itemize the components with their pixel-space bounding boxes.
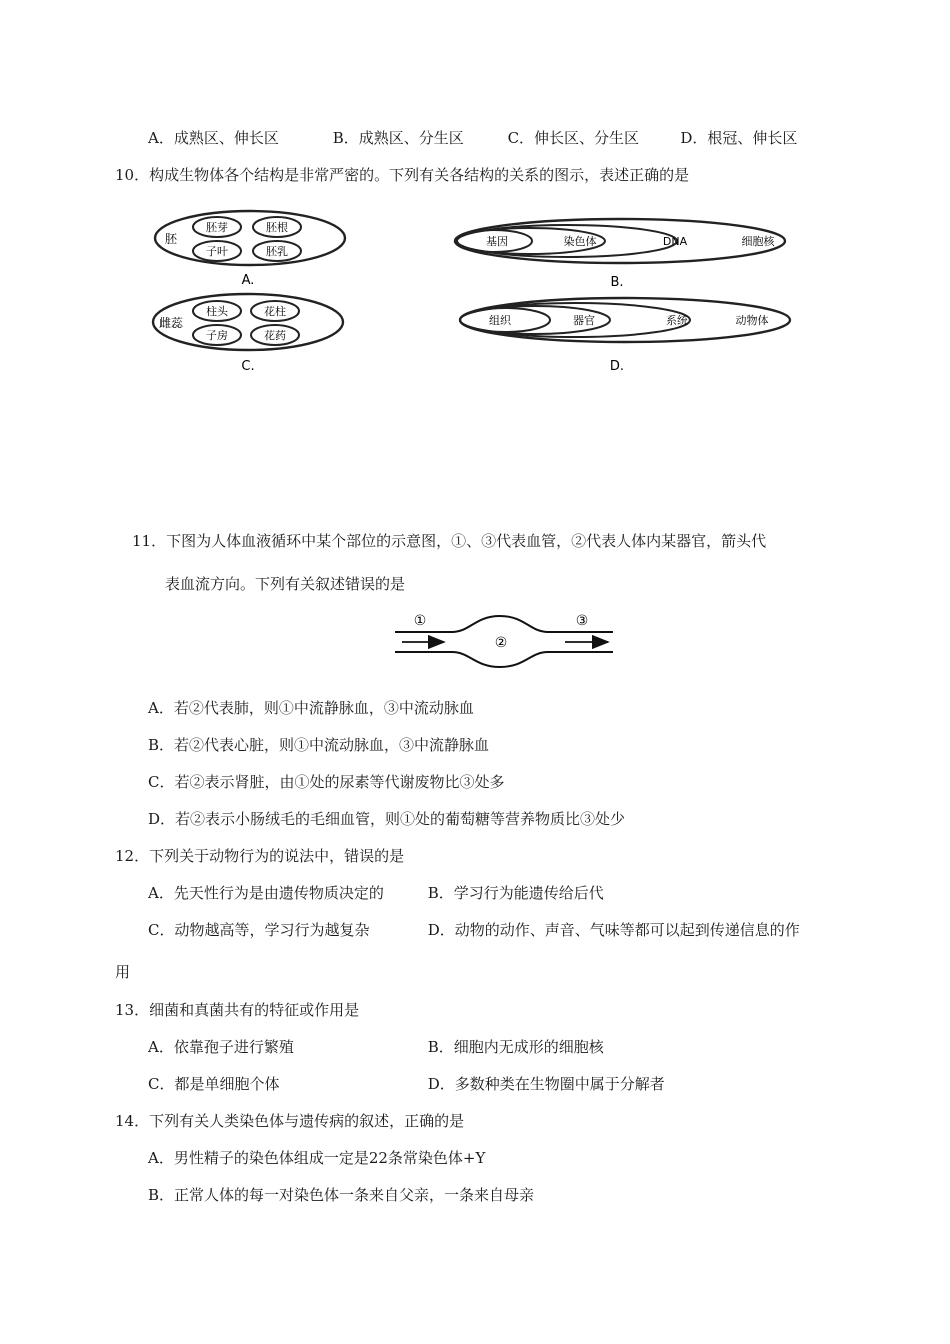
- diagram-b-label: B.: [610, 275, 624, 290]
- q13-option-a: A．依靠孢子进行繁殖: [148, 1038, 294, 1056]
- q13-options-row1: [148, 1037, 604, 1057]
- q11-label-1: ①: [413, 613, 427, 629]
- q12-stem: 12．下列关于动物行为的说法中，错误的是: [115, 847, 405, 865]
- diagram-a-item-3: 子叶: [206, 245, 228, 258]
- diagram-a: [155, 211, 345, 288]
- q10-stem: 10．构成生物体各个结构是非常严密的。下列有关各结构的关系的图示，表述正确的是: [115, 166, 690, 184]
- q12-option-c: C．动物越高等，学习行为越复杂: [148, 921, 370, 939]
- diagram-b-item-2: 染色体: [563, 235, 597, 248]
- diagram-b-item-3: DNA: [662, 235, 688, 248]
- q9-option-c: C．伸长区、分生区: [507, 129, 640, 147]
- diagram-c-item-2: 花柱: [264, 305, 286, 318]
- diagram-d-item-3: 系统: [666, 314, 688, 327]
- diagram-c-outer: 雌蕊: [159, 316, 184, 330]
- diagram-c-label: C.: [241, 359, 255, 374]
- q9-options: [148, 128, 797, 148]
- q13-option-d: D．多数种类在生物圈中属于分解者: [427, 1075, 665, 1093]
- diagram-c-item-4: 花药: [264, 329, 286, 342]
- diagram-d-label: D.: [609, 359, 625, 374]
- q12-options-row1: [148, 883, 604, 903]
- diagram-c-item-3: 子房: [206, 329, 228, 342]
- q9-option-a: A．成熟区、伸长区: [148, 129, 279, 147]
- q13-option-c: C．都是单细胞个体: [148, 1075, 280, 1093]
- q12-option-b: B．学习行为能遗传给后代: [427, 884, 604, 902]
- q12-option-d-wrap: 用: [115, 963, 131, 981]
- q11-option-b: B．若②代表心脏，则①中流动脉血，③中流静脉血: [148, 736, 490, 754]
- diagram-d: [460, 298, 790, 374]
- q11-label-3: ③: [575, 613, 589, 629]
- q10-diagrams: [0, 200, 950, 400]
- diagram-d-item-4: 动物体: [735, 314, 769, 327]
- diagram-b-item-1: 基因: [486, 235, 508, 248]
- q11-diagram: [390, 610, 620, 670]
- diagram-b: [455, 219, 785, 290]
- q12-options-row2: [148, 920, 800, 940]
- q11-option-d: D．若②表示小肠绒毛的毛细血管，则①处的葡萄糖等营养物质比③处少: [148, 810, 626, 828]
- diagram-a-outer: 胚: [165, 232, 178, 246]
- q13-options-row2: [148, 1074, 665, 1094]
- q12-option-d: D．动物的动作、声音、气味等都可以起到传递信息的作: [427, 921, 800, 939]
- q11-stem-line1: 11．下图为人体血液循环中某个部位的示意图，①、③代表血管，②代表人体内某器官，箭头代: [132, 532, 767, 550]
- q11-option-a: A．若②代表肺，则①中流静脉血，③中流动脉血: [148, 699, 474, 717]
- q14-option-a: A．男性精子的染色体组成一定是22条常染色体+Y: [148, 1149, 486, 1167]
- q9-option-b: B．成熟区、分生区: [332, 129, 464, 147]
- q12-option-a: A．先天性行为是由遗传物质决定的: [148, 884, 384, 902]
- diagram-c: [153, 294, 343, 374]
- q13-option-b: B．细胞内无成形的细胞核: [427, 1038, 604, 1056]
- q14-stem: 14．下列有关人类染色体与遗传病的叙述，正确的是: [115, 1112, 465, 1130]
- diagram-b-item-4: 细胞核: [741, 235, 775, 248]
- q11-label-2: ②: [494, 635, 508, 651]
- diagram-a-label: A.: [241, 273, 255, 288]
- q13-stem: 13．细菌和真菌共有的特征或作用是: [115, 1001, 360, 1019]
- q14-option-b: B．正常人体的每一对染色体一条来自父亲，一条来自母亲: [148, 1186, 535, 1204]
- q9-option-d: D．根冠、伸长区: [680, 129, 798, 147]
- diagram-a-item-2: 胚根: [266, 221, 288, 234]
- q11-stem-line2: 表血流方向。下列有关叙述错误的是: [165, 575, 406, 593]
- diagram-a-item-4: 胚乳: [266, 245, 288, 258]
- diagram-a-item-1: 胚芽: [206, 221, 228, 234]
- q11-option-c: C．若②表示肾脏，由①处的尿素等代谢废物比③处多: [148, 773, 505, 791]
- diagram-c-item-1: 柱头: [206, 305, 228, 318]
- diagram-d-item-1: 组织: [489, 314, 511, 327]
- diagram-d-item-2: 器官: [573, 314, 595, 327]
